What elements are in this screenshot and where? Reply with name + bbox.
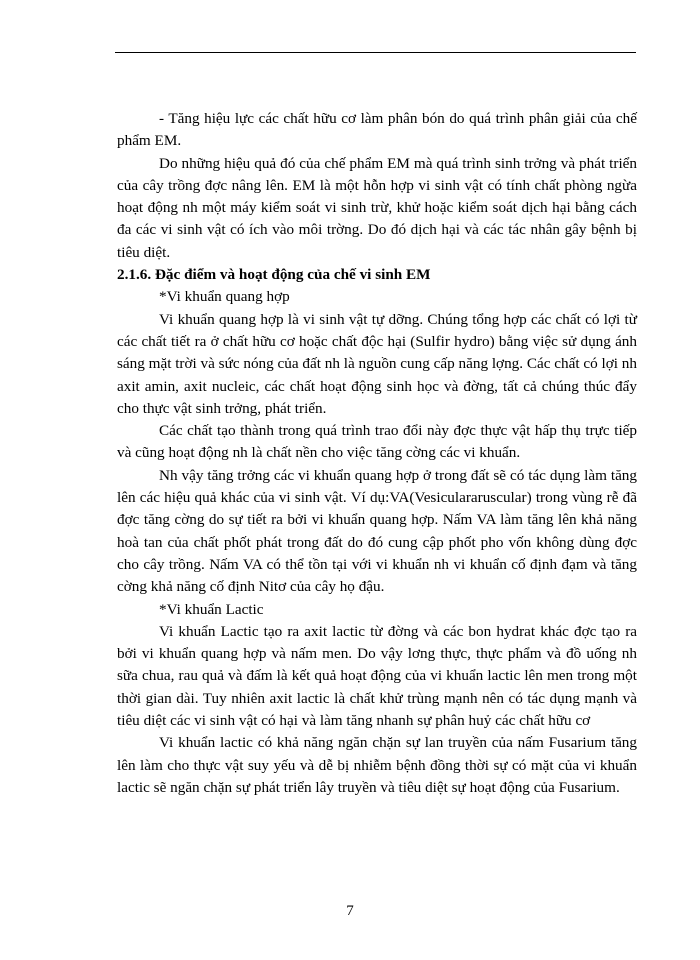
header-rule [115, 52, 636, 53]
paragraph-lactic-2: Vi khuẩn lactic có khả năng ngăn chặn sự lan truyền của nấm Fusarium tăng lên làm cho thực vật suy yếu và dễ bị nhiễm bệnh đồng thời sự có mặt của vi khuẩn lactic sẽ ngăn chặn sự phát triển lây truyền và tiêu diệt sự hoạt động của Fusarium. [117, 734, 637, 796]
paragraph-em-benefit: - Tăng hiệu lực các chất hữu cơ làm phân bón do quá trình phân giải của chế phẩm EM. [117, 110, 637, 150]
paragraph-photosynthetic-2: Các chất tạo thành trong quá trình trao đổi này đợc thực vật hấp thụ trực tiếp và cũng hoạt động nh là chất nền cho việc tăng cờng các vi khuẩn. [117, 422, 637, 462]
page-number: 7 [346, 903, 354, 919]
paragraph-photosynthetic-3: Nh vậy tăng trởng các vi khuẩn quang hợp ở trong đất sẽ có tác dụng làm tăng lên các hiệu quả khác của vi sinh vật. Ví dụ:VA(Vesiculararuscular) trong vùng rễ đã đợc tăng cờng do sự tiết ra bởi vi khuẩn quang hợp. Nấm VA làm tăng lên khả năng hoà tan của chất phốt phát trong đất do đó cung cập phốt pho vốn không dùng đợc cho cây trồng. Nấm VA có thể tồn tại với vi khuẩn nh vi khuẩn cố định đạm và tăng cờng khả năng cố định Nitơ của cây họ đậu. [117, 466, 637, 596]
paragraph-em-effects: Do những hiệu quả đó của chế phẩm EM mà quá trình sinh trởng và phát triển của cây trồng đợc nâng lên. EM là một hỗn hợp vi sinh vật có tính chất phòng ngừa hoạt động nh một máy kiểm soát vi sinh trừ, khử hoặc kiểm soát dịch hại bằng cách đa các vi sinh vật có ích vào môi trờng. Do đó dịch hại và các tác nhân gây bệnh bị tiêu diệt. [117, 154, 637, 261]
paragraph-photosynthetic-1: Vi khuẩn quang hợp là vi sinh vật tự dỡng. Chúng tổng hợp các chất có lợi từ các chất tiết ra ở chất hữu cơ hoặc chất độc hại (Sulfir hydro) bằng việc sử dụng ánh sáng mặt trời và sức nóng của đất nh là nguồn cung cấp năng lợng. Các chất có lợi nh axit amin, axit nucleic, các chất hoạt động sinh học và đờng, tất cả chúng thúc đẩy cho thực vật sinh trởng, phát triển. [117, 310, 637, 417]
subheading-photosynthetic-bacteria: *Vi khuẩn quang hợp [159, 288, 290, 306]
paragraph-lactic-1: Vi khuẩn Lactic tạo ra axit lactic từ đờng và các bon hydrat khác đợc tạo ra bởi vi khuẩn quang hợp và nấm men. Do vậy lơng thực, thực phẩm và đồ uống nh sữa chua, rau quả và đấm là kết quả hoạt động của vi khuẩn lactic lên men trong một thời gian dài. Tuy nhiên axit lactic là chất khử trùng mạnh nên có tác dụng mạnh và tiêu diệt các vi sinh vật có hại và làm tăng nhanh sự phân huỷ các chất hữu cơ [117, 622, 637, 730]
subheading-lactic-bacteria: *Vi khuẩn Lactic [159, 600, 264, 618]
body-text [117, 108, 637, 799]
section-heading: 2.1.6. Đặc điểm và hoạt động của chế vi sinh EM [117, 266, 431, 284]
